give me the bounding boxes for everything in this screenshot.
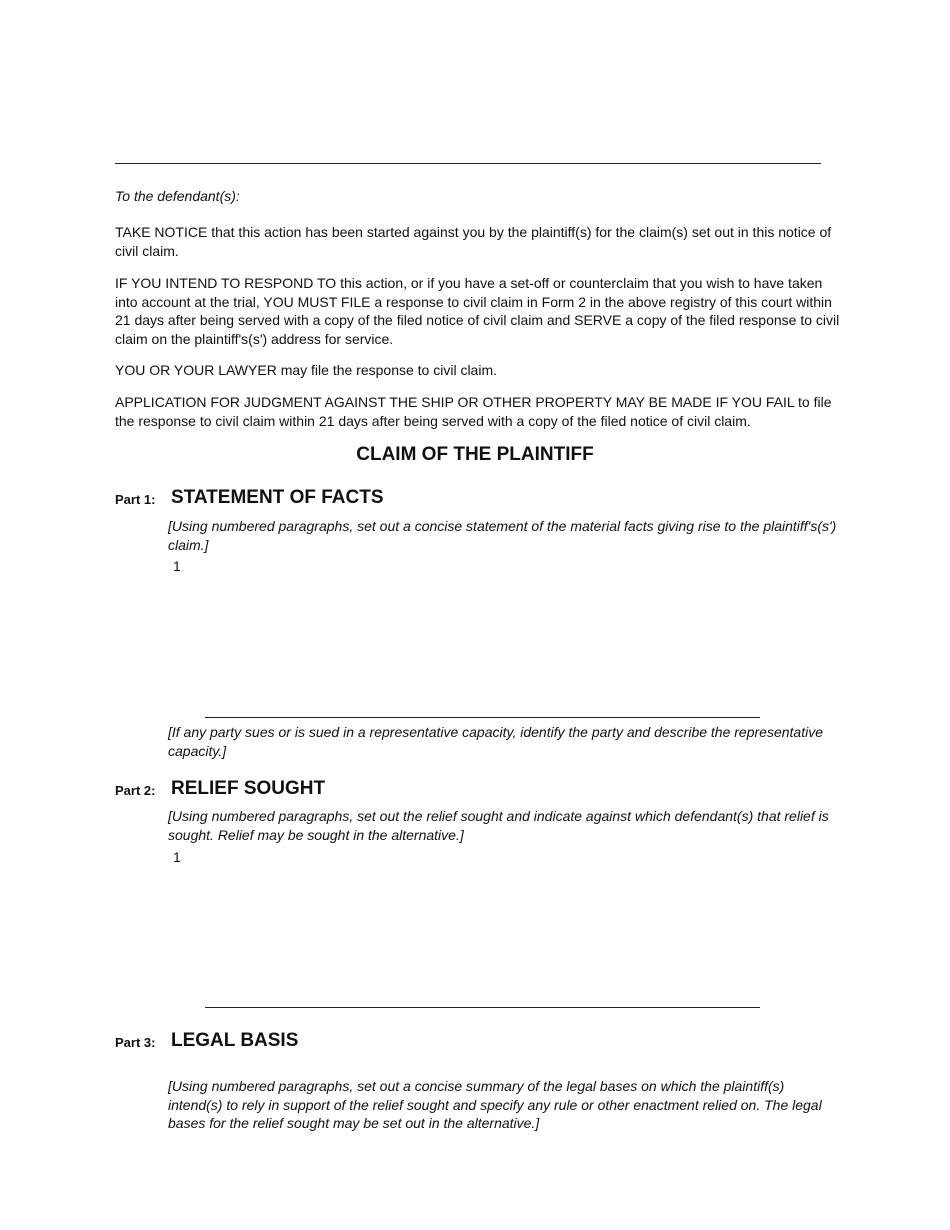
part2-label: Part 2: — [115, 783, 156, 798]
salutation: To the defendant(s): — [115, 188, 240, 204]
part1-title: STATEMENT OF FACTS — [171, 487, 384, 508]
part2-paragraph-number: 1 — [173, 849, 181, 865]
part2-divider — [205, 1007, 760, 1008]
part1-instruction: [Using numbered paragraphs, set out a concise statement of the material facts giving rise to the plaintiff's(s') claim.] — [168, 518, 837, 553]
part3-label: Part 3: — [115, 1035, 156, 1050]
part1-paragraph-number: 1 — [173, 558, 181, 574]
notice-paragraph-lawyer: YOU OR YOUR LAWYER may file the response to civil claim. — [115, 362, 497, 378]
notice-paragraph-take-notice: TAKE NOTICE that this action has been started against you by the plaintiff(s) for the claim(s) set out in this notice of civil claim. — [115, 224, 832, 259]
part2-title: RELIEF SOUGHT — [171, 778, 326, 799]
part3-instruction: [Using numbered paragraphs, set out a concise summary of the legal bases on which the plaintiff(s) intend(s) to rely in support of the relief sought and specify any rule or other enactment relied on. The legal bases for the relief sought may be set out in the alternative.] — [168, 1078, 822, 1131]
part2-instruction: [Using numbered paragraphs, set out the relief sought and indicate against which defendant(s) that relief is sought. Relief may be sought in the alternative.] — [168, 808, 829, 843]
part1-divider — [205, 717, 760, 718]
claim-heading: CLAIM OF THE PLAINTIFF — [356, 444, 594, 465]
part1-representative-note: [If any party sues or is sued in a representative capacity, identify the party and describe the representative capacity.] — [168, 724, 823, 759]
part3-title: LEGAL BASIS — [171, 1030, 299, 1051]
top-divider — [115, 163, 821, 164]
part1-label: Part 1: — [115, 492, 156, 507]
notice-paragraph-judgment: APPLICATION FOR JUDGMENT AGAINST THE SHIP OR OTHER PROPERTY MAY BE MADE IF YOU FAIL to file the response to civil claim within 21 days after being served with a copy of the filed notice of civil claim. — [115, 394, 832, 429]
notice-paragraph-respond: IF YOU INTEND TO RESPOND TO this action, or if you have a set-off or counterclaim that you wish to have taken into account at the trial, YOU MUST FILE a response to civil claim in Form 2 in the above registry of this court within 21 days after being served with a copy of the filed notice of civil claim and SERVE a copy of the filed response to civil claim on the plaintiff's(s') address for service. — [115, 275, 840, 347]
